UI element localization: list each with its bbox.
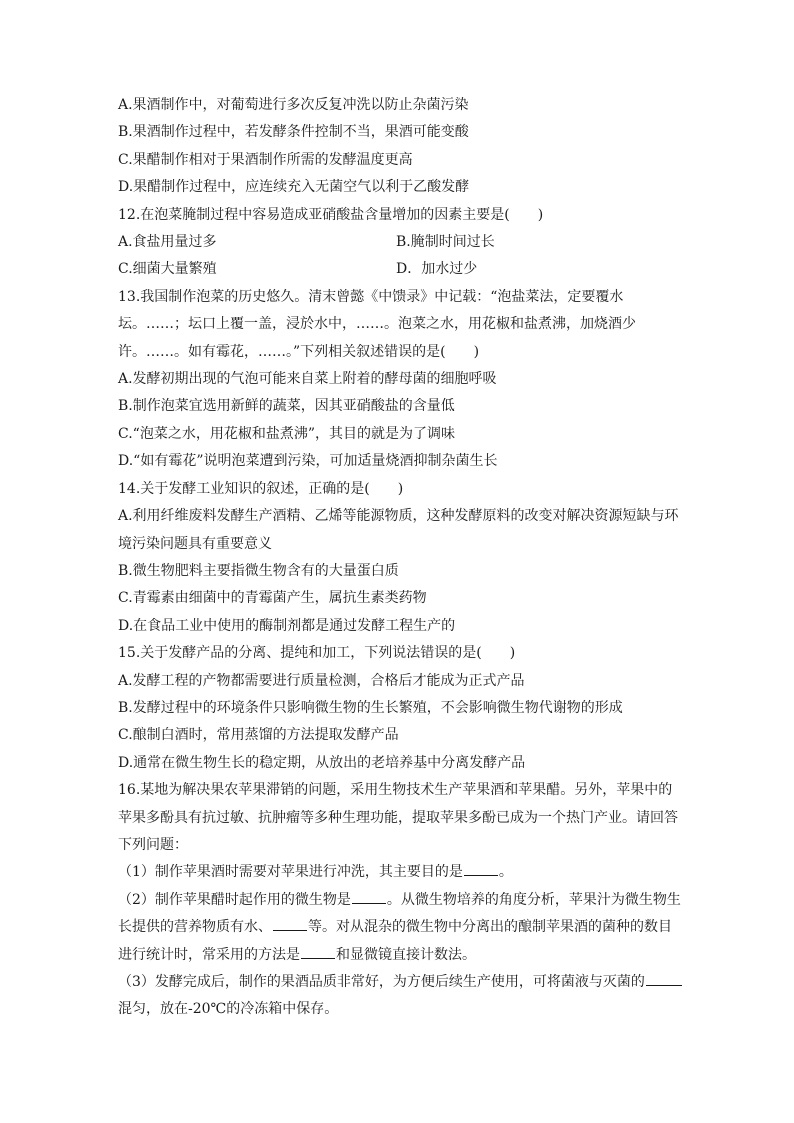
q11-option-b: B.果酒制作过程中，若发酵条件控制不当，果酒可能变酸 — [118, 124, 469, 141]
q16-part2-text-cont: 。从微生物培养的角度分析，苹果汁为微生物生 — [386, 891, 681, 908]
q16-part3-text: （3）发酵完成后，制作的果酒品质非常好，为方便后续生产使用，可将菌液与灭菌的 — [118, 974, 645, 990]
q11-option-a: A.果酒制作中，对葡萄进行多次反复冲洗以防止杂菌污染 — [118, 97, 469, 113]
q14-option-c: C.青霉素由细菌中的青霉菌产生，属抗生素类药物 — [118, 590, 427, 607]
answer-blank[interactable] — [646, 973, 682, 986]
q16-part1-text: （1）制作苹果酒时需要对苹果进行冲洗，其主要目的是 — [118, 864, 463, 881]
answer-blank[interactable] — [301, 946, 335, 959]
q12-options-row1 — [118, 229, 678, 256]
answer-blank[interactable] — [273, 918, 307, 931]
q16-part2-line2-cont: 等。对从混杂的微生物中分离出的酿制苹果酒的菌种的数目 — [308, 919, 672, 936]
q13-stem-line3: 许。……。如有霉花，……。”下列相关叙述错误的是( ) — [118, 343, 480, 360]
q13-stem-line1: 13.我国制作泡菜的历史悠久。清末曾懿《中馈录》中记载：“泡盐菜法，定要覆水 — [118, 288, 624, 305]
q14-stem: 14.关于发酵工业知识的叙述，正确的是( ) — [118, 480, 404, 497]
q15-option-c: C.酿制白酒时，常用蒸馏的方法提取发酵产品 — [118, 727, 399, 744]
q16-stem-line2: 苹果多酚具有抗过敏、抗肿瘤等多种生理功能，提取苹果多酚已成为一个热门产业。请回答 — [118, 809, 678, 826]
q11-option-c: C.果醋制作相对于果酒制作所需的发酵温度更高 — [118, 151, 413, 168]
q13-stem-line2: 坛。……；坛口上覆一盖，浸於水中，……。泡菜之水，用花椒和盐煮沸，加烧酒少 — [118, 316, 636, 333]
q16-stem-line1: 16.某地为解决果农苹果滞销的问题，采用生物技术生产苹果酒和苹果醋。另外，苹果中的 — [118, 782, 673, 799]
q12-option-c: C.细菌大量繁殖 — [118, 261, 217, 278]
q14-option-b: B.微生物肥料主要指微生物含有的大量蛋白质 — [118, 562, 399, 579]
q16-part3-line2: 混匀，放在-20℃的冷冻箱中保存。 — [118, 1001, 339, 1018]
q12-stem: 12.在泡菜腌制过程中容易造成亚硝酸盐含量增加的因素主要是( ) — [118, 206, 544, 223]
q16-part2-line3 — [118, 942, 678, 969]
q15-option-d: D.通常在微生物生长的稳定期，从放出的老培养基中分离发酵产品 — [118, 754, 526, 771]
q11-option-d: D.果醋制作过程中，应连续充入无菌空气以利于乙酸发酵 — [118, 179, 470, 196]
q12-option-b: B.腌制时间过长 — [396, 234, 495, 251]
q12-option-a: A.食盐用量过多 — [118, 234, 217, 251]
q16-part2-line2-text: 长提供的营养物质有水、 — [118, 919, 272, 936]
q16-part2-line1 — [118, 887, 681, 914]
q16-part1 — [118, 859, 678, 886]
q13-option-d: D.“如有霉花”说明泡菜遭到污染，可加适量烧酒抑制杂菌生长 — [118, 453, 498, 470]
q14-option-a-line1: A.利用纤维废料发酵生产酒精、乙烯等能源物质，这种发酵原料的改变对解决资源短缺与环 — [118, 508, 679, 525]
q15-option-b: B.发酵过程中的环境条件只影响微生物的生长繁殖，不会影响微生物代谢物的形成 — [118, 699, 623, 716]
answer-blank[interactable] — [352, 891, 386, 904]
q16-part2-line3-text: 进行统计时，常采用的方法是 — [118, 946, 300, 963]
q14-option-a-line2: 境污染问题具有重要意义 — [118, 535, 272, 552]
q12-option-d: D．加水过少 — [396, 261, 478, 278]
q16-part2-text: （2）制作苹果醋时起作用的微生物是 — [118, 891, 351, 908]
q13-option-c: C.“泡菜之水，用花椒和盐煮沸”，其目的就是为了调味 — [118, 425, 455, 442]
q16-stem-line3: 下列问题： — [118, 836, 188, 853]
q16-part2-line3-cont: 和显微镜直接计数法。 — [336, 946, 476, 963]
q12-options-row2 — [118, 256, 678, 283]
q15-stem: 15.关于发酵产品的分离、提纯和加工，下列说法错误的是( ) — [118, 645, 516, 662]
answer-blank[interactable] — [464, 863, 498, 876]
q15-option-a: A.发酵工程的产物都需要进行质量检测，合格后才能成为正式产品 — [118, 672, 525, 689]
question-content — [118, 92, 681, 1024]
q16-part3-line1 — [118, 969, 678, 996]
q13-option-a: A.发酵初期出现的气泡可能来自菜上附着的酵母菌的细胞呼吸 — [118, 371, 497, 388]
q14-option-d: D.在食品工业中使用的酶制剂都是通过发酵工程生产的 — [118, 617, 456, 634]
q16-part1-end: 。 — [498, 864, 513, 881]
q13-option-b: B.制作泡菜宜选用新鲜的蔬菜，因其亚硝酸盐的含量低 — [118, 398, 455, 415]
q16-part2-line2 — [118, 914, 678, 941]
